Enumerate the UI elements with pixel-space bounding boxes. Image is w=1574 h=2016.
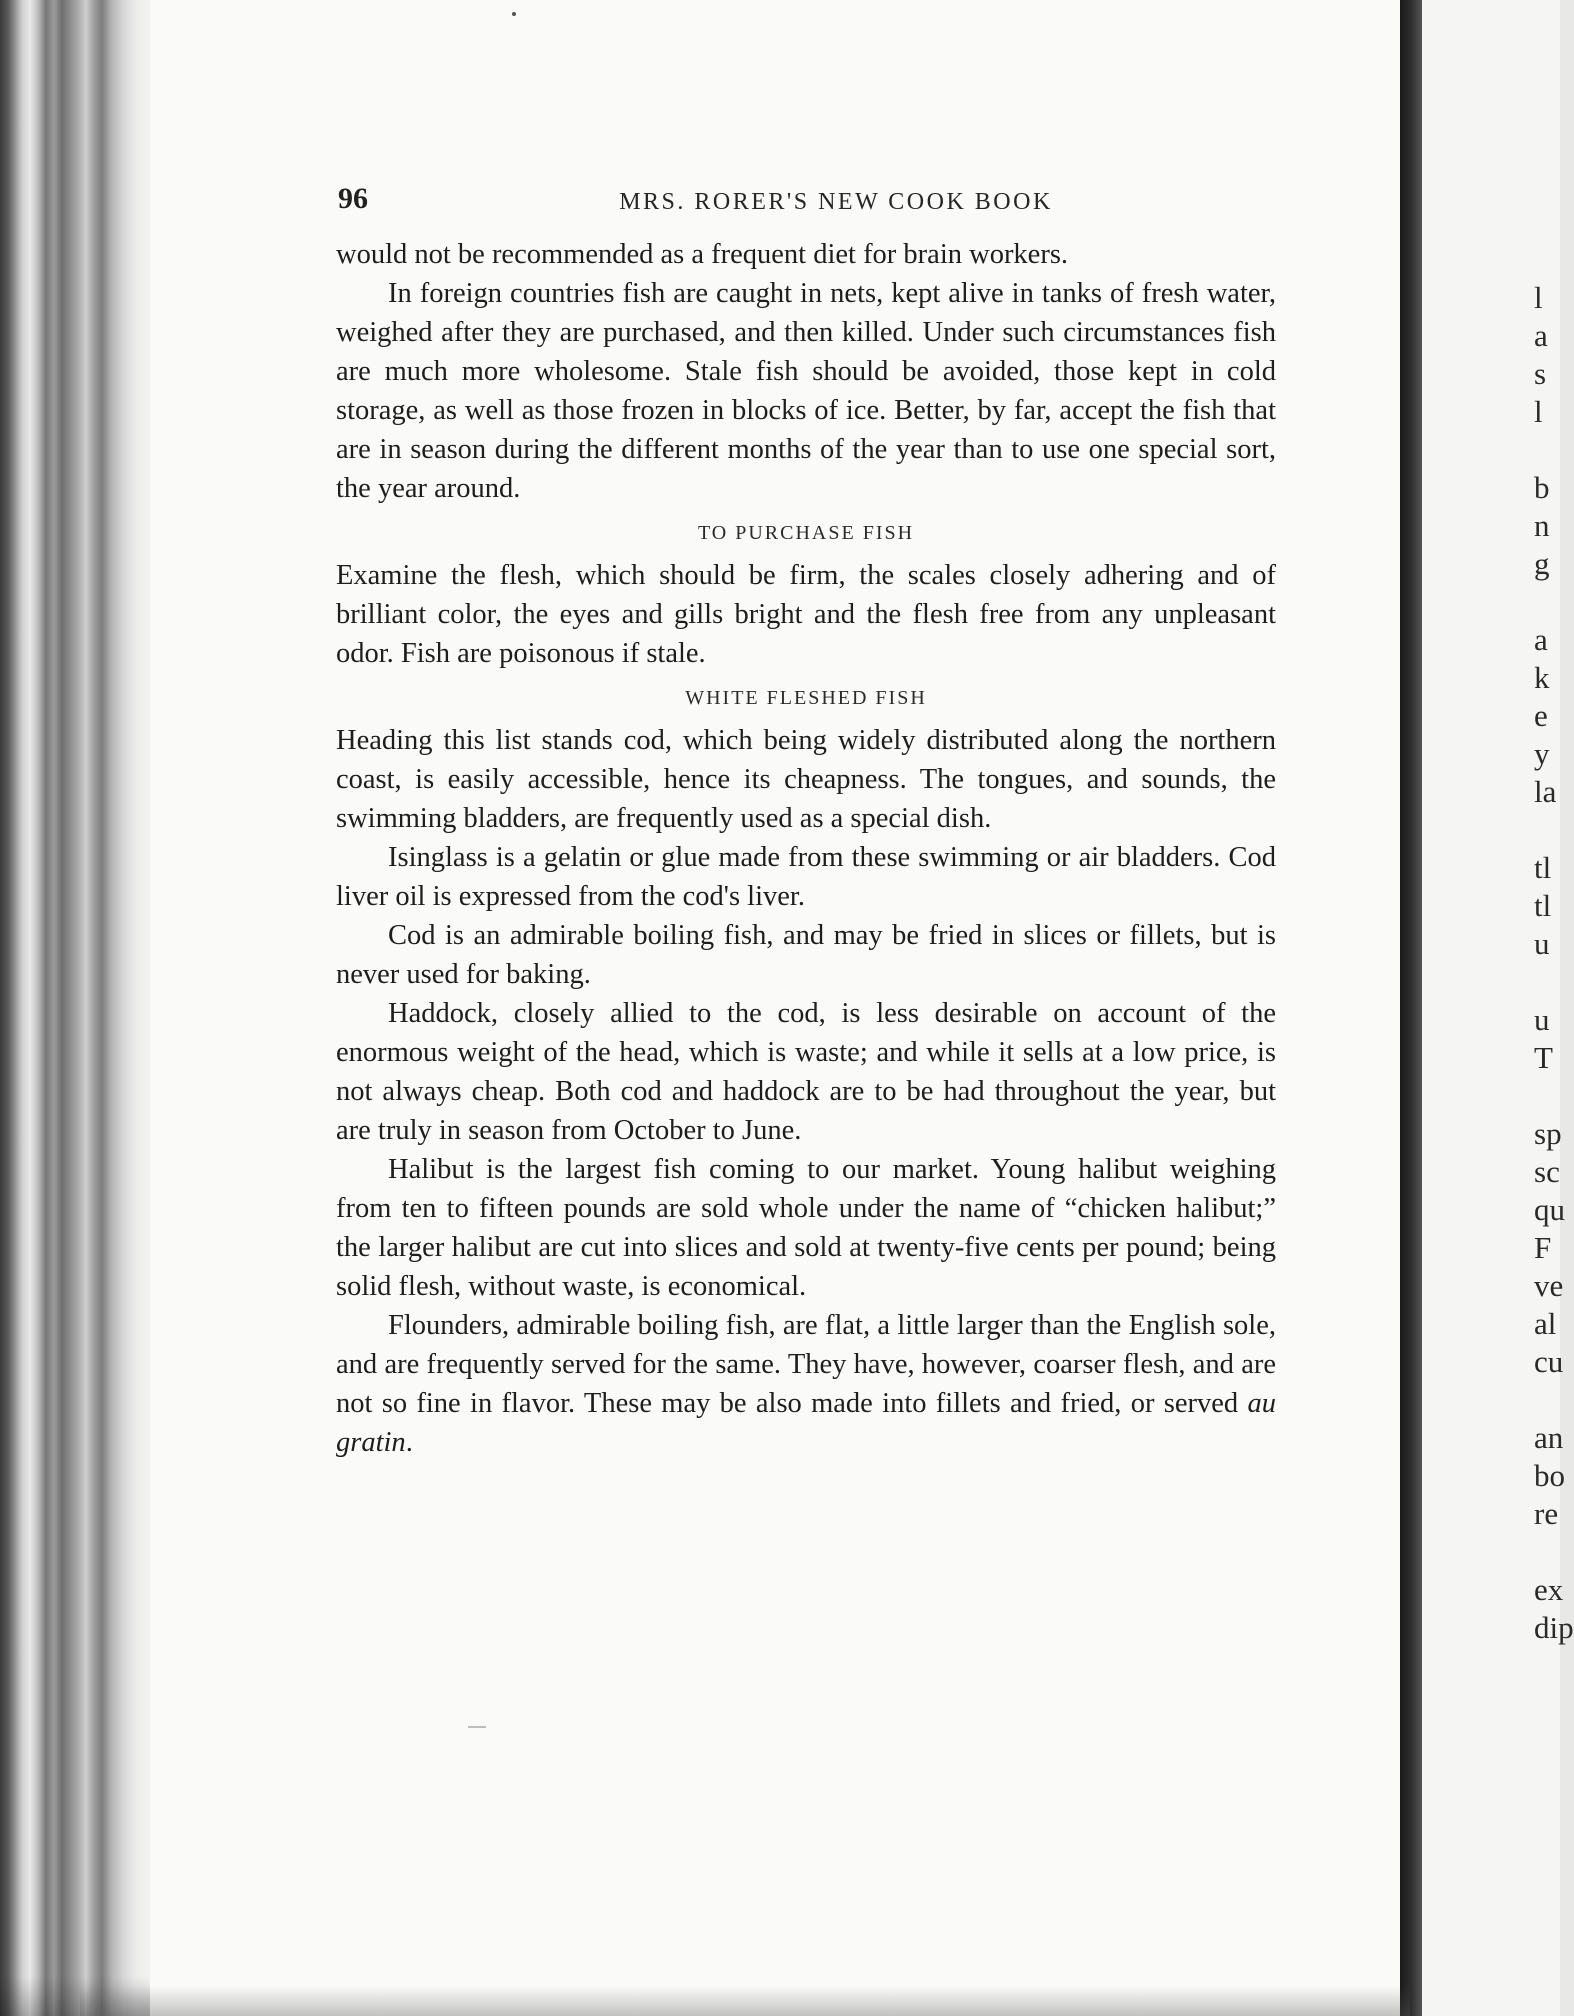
stray-mark xyxy=(468,1726,486,1728)
facing-page-fragment: bo xyxy=(1534,1458,1565,1493)
facing-page-fragment: ex xyxy=(1534,1572,1564,1607)
au-gratin-italic: au gratin xyxy=(336,1388,1277,1458)
facing-page-fragment: a xyxy=(1534,622,1548,657)
facing-page-fragment: la xyxy=(1534,774,1557,809)
page-bottom-shadow xyxy=(80,1986,1410,2016)
facing-page-fragment: an xyxy=(1534,1420,1564,1455)
facing-page-fragment: sc xyxy=(1534,1154,1560,1189)
facing-page-fragment: al xyxy=(1534,1306,1557,1341)
paragraph-isinglass: Isinglass is a gelatin or glue made from these swimming or air bladders. Cod liver oil is expressed from the cod's liver. xyxy=(336,842,1276,912)
paragraph-cod-boiling: Cod is an admirable boiling fish, and may be fried in slices or fillets, but is never used for baking. xyxy=(336,920,1276,990)
facing-page-fragment: re xyxy=(1534,1496,1559,1531)
flounders-period: . xyxy=(405,1427,413,1458)
heading-white-fleshed-fish: WHITE FLESHED FISH xyxy=(685,687,927,709)
heading-to-purchase-fish: TO PURCHASE FISH xyxy=(697,522,915,544)
scan-speck xyxy=(512,12,516,16)
page-text-block xyxy=(336,175,1276,1462)
page-number: 96 xyxy=(338,182,368,215)
facing-page-fragment: l xyxy=(1534,280,1543,315)
facing-page-fragment: cu xyxy=(1534,1344,1564,1379)
facing-page-fragment: k xyxy=(1534,660,1550,695)
paragraph-foreign-countries: In foreign countries fish are caught in nets, kept alive in tanks of fresh water, weighed after they are purchased, and then killed. Under such circumstances fish are much more wholesome. Stale fish should be avoided, those kept in cold storage, as well as those frozen in blocks of ice. Better, by far, accept the fish that are in season during the different months of the year than to use one special sort, the year around. xyxy=(336,278,1276,504)
facing-page-fragment: tl xyxy=(1534,888,1552,923)
facing-page-fragment: s xyxy=(1534,356,1547,391)
running-title: MRS. RORER'S NEW COOK BOOK xyxy=(619,189,1053,215)
facing-page-fragment: b xyxy=(1534,470,1550,505)
facing-page-edge xyxy=(1422,0,1574,2016)
facing-page-fragment: u xyxy=(1534,926,1550,961)
facing-page-fragment: qu xyxy=(1534,1192,1565,1227)
paragraph-flounders xyxy=(336,1306,1276,1462)
facing-page-fragment: e xyxy=(1534,698,1548,733)
facing-page-fragment: a xyxy=(1534,318,1548,353)
facing-page-fragment: ve xyxy=(1534,1268,1564,1303)
paragraph-halibut: Halibut is the largest fish coming to our market. Young halibut weighing from ten to fifteen pounds are sold whole under the name of “chicken halibut;” the larger halibut are cut into slices and sold at twenty-five cents per pound; being solid flesh, without waste, is economical. xyxy=(336,1154,1276,1302)
page-gutter xyxy=(1400,0,1422,2016)
facing-page-fragment: g xyxy=(1534,546,1550,581)
facing-page-fragment: F xyxy=(1534,1230,1552,1265)
opening-line: would not be recommended as a frequent diet for brain workers. xyxy=(336,239,1069,270)
running-head xyxy=(336,175,1276,223)
facing-page-fragment: n xyxy=(1534,508,1550,543)
facing-page-fragment: T xyxy=(1534,1040,1553,1075)
book-binding-edge xyxy=(0,0,150,2016)
facing-page-fragment: dip xyxy=(1534,1610,1574,1645)
facing-page-fragment: l xyxy=(1534,394,1543,429)
paragraph-haddock: Haddock, closely allied to the cod, is less desirable on account of the enormous weight of the head, which is waste; and while it sells at a low price, is not always cheap. Both cod and haddock are to be had throughout the year, but are truly in season from October to June. xyxy=(336,998,1276,1146)
flounders-text: Flounders, admirable boiling fish, are flat, a little larger than the English sole, and are frequently served for the same. They have, however, coarser flesh, and are not so fine in flavor. These may be also made into fillets and fried, or served xyxy=(336,1310,1276,1419)
facing-page-fragment: tl xyxy=(1534,850,1552,885)
facing-page-fragment: sp xyxy=(1534,1116,1562,1151)
paragraph-purchase: Examine the flesh, which should be firm, the scales closely adhering and of brilliant color, the eyes and gills bright and the flesh free from any unpleasant odor. Fish are poisonous if stale. xyxy=(336,560,1276,669)
facing-page-fragment: u xyxy=(1534,1002,1550,1037)
paragraph-cod-list: Heading this list stands cod, which being widely distributed along the northern coast, is easily accessible, hence its cheapness. The tongues, and sounds, the swimming bladders, are frequently used as a special dish. xyxy=(336,725,1276,834)
facing-page-fragment: y xyxy=(1534,736,1550,771)
